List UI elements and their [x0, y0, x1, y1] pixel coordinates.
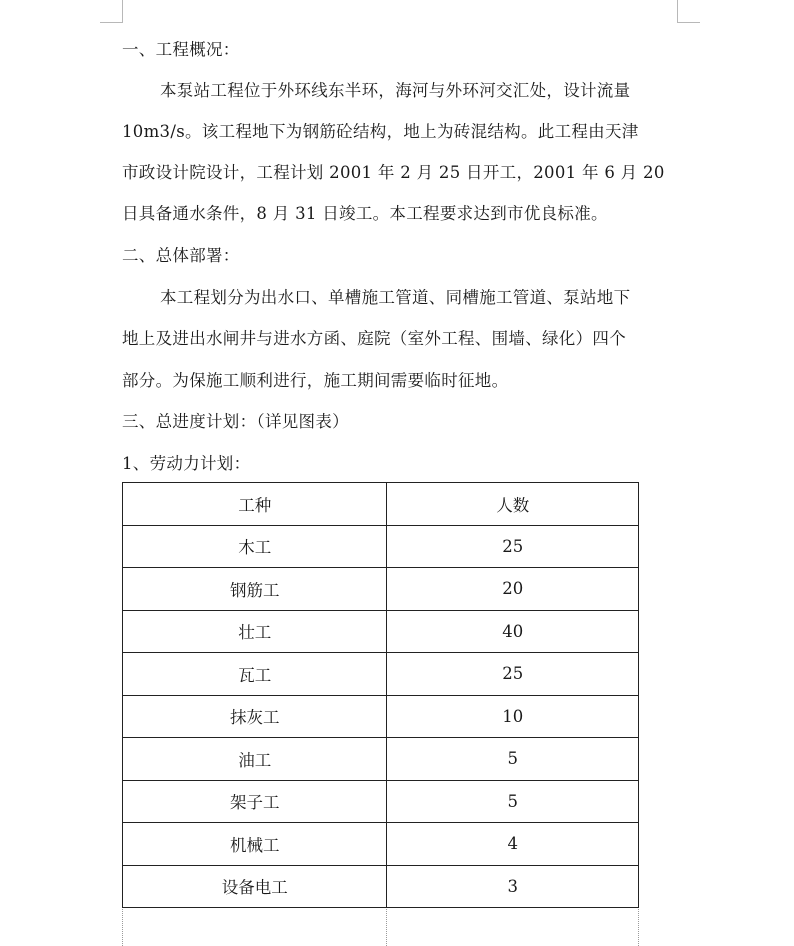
table-continuation-guide-right — [638, 909, 639, 946]
headcount-cell: 10 — [387, 695, 639, 738]
headcount-cell: 4 — [387, 823, 639, 866]
trade-cell: 壮工 — [123, 610, 387, 653]
trade-cell: 机械工 — [123, 823, 387, 866]
section-heading-schedule: 三、总进度计划：（详见图表） — [122, 412, 349, 431]
table-header-row — [123, 483, 639, 526]
header-headcount: 人数 — [387, 483, 639, 526]
table-continuation-guide-middle — [386, 909, 387, 946]
table-row — [123, 780, 639, 823]
table-row — [123, 865, 639, 908]
overview-line-1: 本泵站工程位于外环线东半环，海河与外环河交汇处，设计流量 — [160, 81, 631, 100]
table-row — [123, 525, 639, 568]
section-heading-deployment: 二、总体部署： — [122, 246, 240, 265]
table-row — [123, 738, 639, 781]
trade-cell: 抹灰工 — [123, 695, 387, 738]
crop-mark-top-right — [677, 0, 700, 23]
headcount-cell: 3 — [387, 865, 639, 908]
table-row — [123, 695, 639, 738]
table-continuation-guide-left — [122, 909, 123, 946]
deployment-line-2: 地上及进出水闸井与进水方函、庭院（室外工程、围墙、绿化）四个 — [122, 329, 626, 348]
table-row — [123, 653, 639, 696]
table-row — [123, 823, 639, 866]
headcount-cell: 20 — [387, 568, 639, 611]
trade-cell: 木工 — [123, 525, 387, 568]
deployment-line-1: 本工程划分为出水口、单槽施工管道、同槽施工管道、泵站地下 — [160, 288, 631, 307]
trade-cell: 油工 — [123, 738, 387, 781]
trade-cell: 设备电工 — [123, 865, 387, 908]
headcount-cell: 5 — [387, 738, 639, 781]
deployment-line-3: 部分。为保施工顺利进行，施工期间需要临时征地。 — [122, 371, 509, 390]
overview-line-4: 日具备通水条件，8 月 31 日竣工。本工程要求达到市优良标准。 — [122, 204, 608, 223]
labor-plan-table — [122, 482, 639, 908]
trade-cell: 架子工 — [123, 780, 387, 823]
trade-cell: 钢筋工 — [123, 568, 387, 611]
overview-line-2: 10m3/s。该工程地下为钢筋砼结构，地上为砖混结构。此工程由天津 — [122, 122, 639, 141]
headcount-cell: 25 — [387, 525, 639, 568]
headcount-cell: 25 — [387, 653, 639, 696]
headcount-cell: 40 — [387, 610, 639, 653]
headcount-cell: 5 — [387, 780, 639, 823]
table-row — [123, 610, 639, 653]
table-row — [123, 568, 639, 611]
labor-plan-heading: 1、劳动力计划： — [122, 454, 251, 473]
trade-cell: 瓦工 — [123, 653, 387, 696]
crop-mark-top-left — [100, 0, 123, 23]
section-heading-overview: 一、工程概况： — [122, 40, 240, 59]
overview-line-3: 市政设计院设计，工程计划 2001 年 2 月 25 日开工，2001 年 6 月 20 — [122, 163, 665, 182]
header-trade: 工种 — [123, 483, 387, 526]
